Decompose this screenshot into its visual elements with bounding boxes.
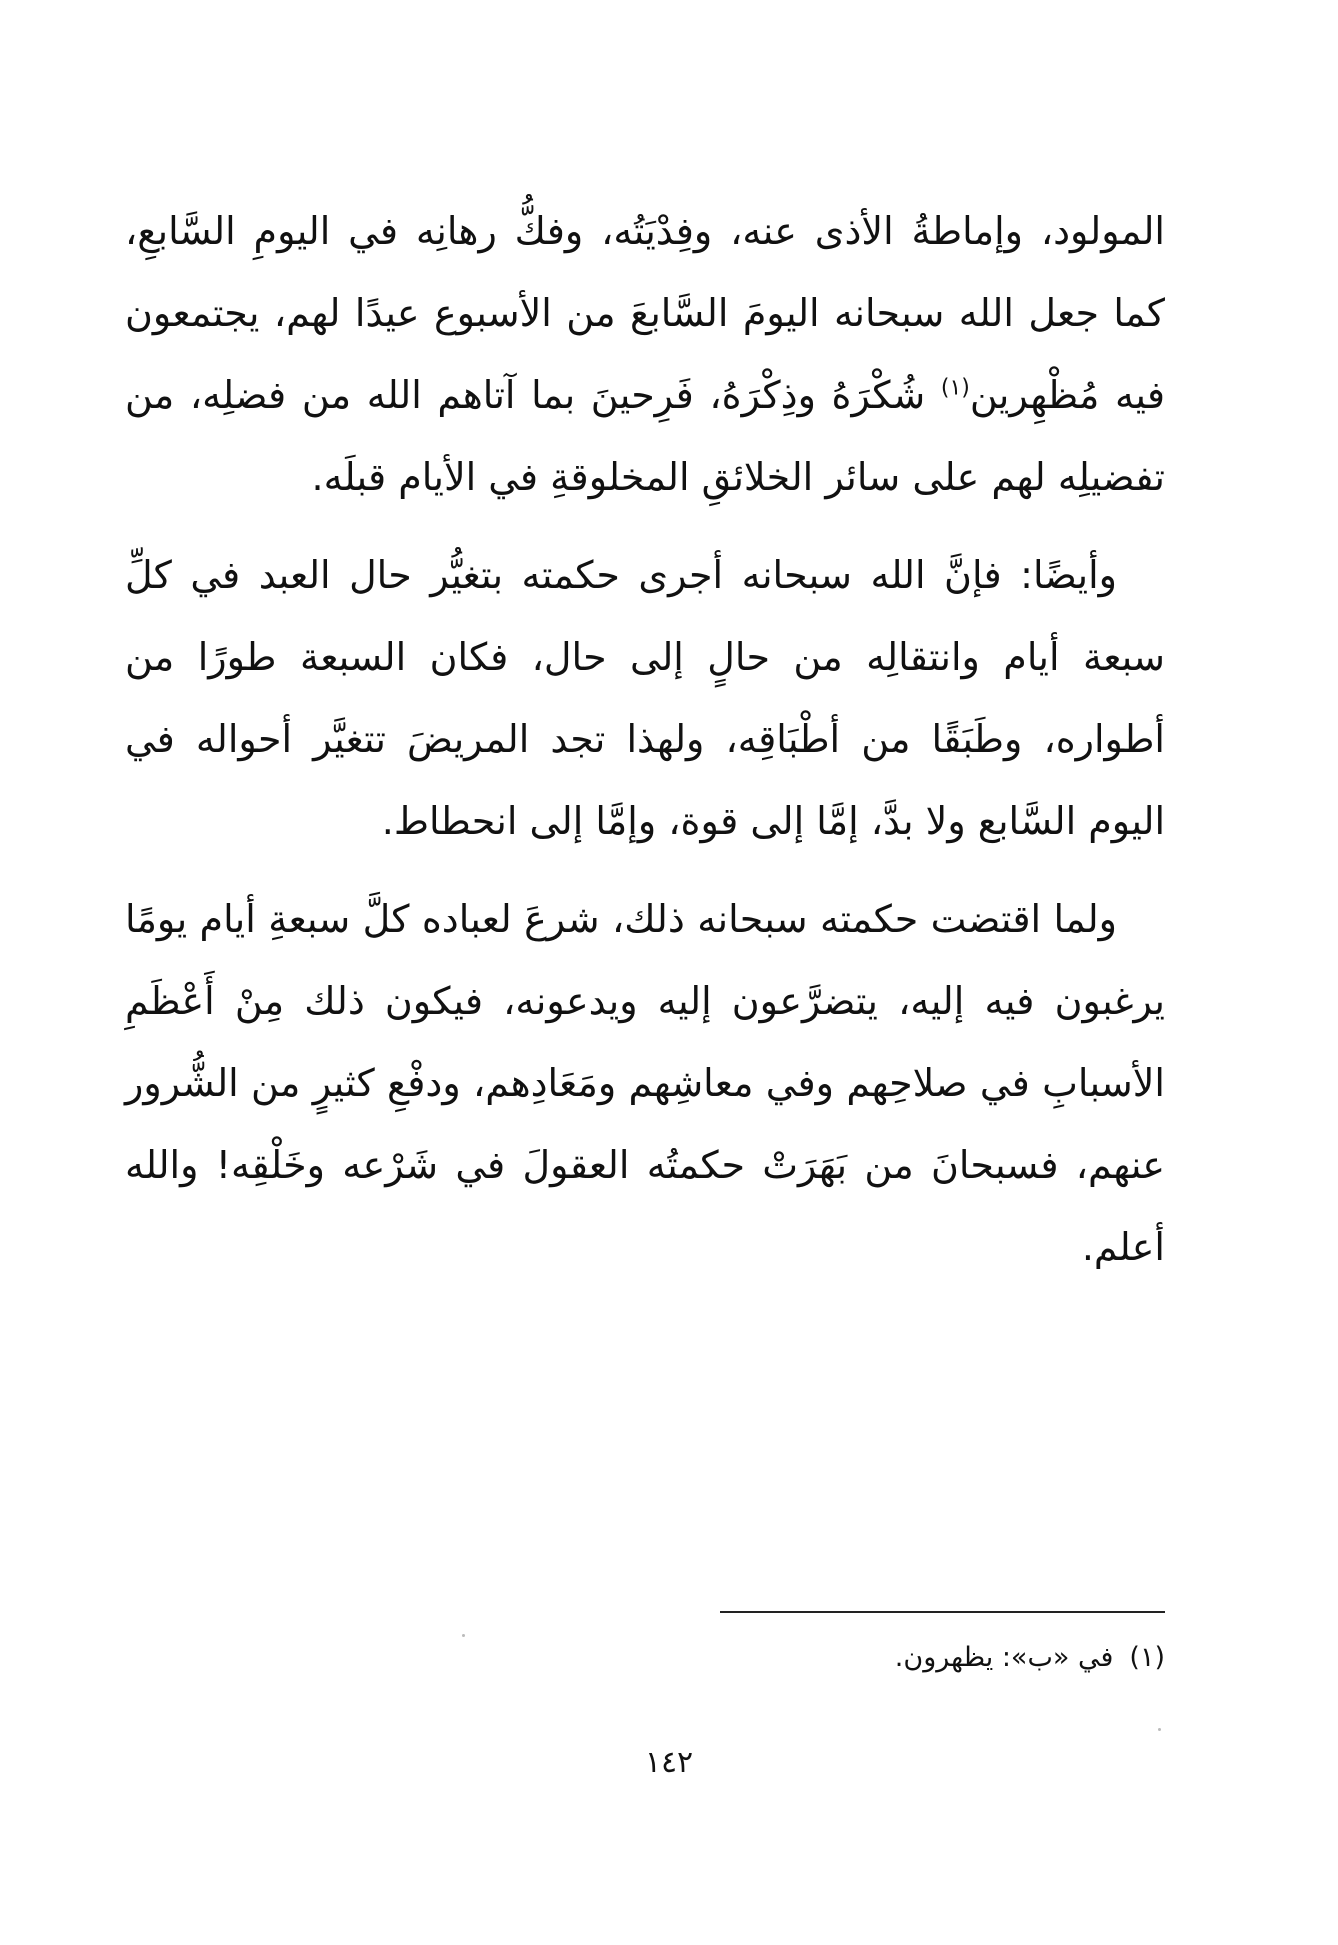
footnote-number: (١) [1129,1642,1165,1673]
footnote-reference: (١) [940,375,970,401]
paragraph-3: ولما اقتضت حكمته سبحانه ذلك، شرعَ لعباده كلَّ سبعةِ أيام يومًا يرغبون فيه إليه، يتضرَّعون إليه ويدعونه، فيكون ذلك مِنْ أَعْظَمِ الأسبابِ في صلاحِهم وفي معاشِهم ومَعَادِهم، ودفْعِ كثيرٍ من الشُّرور عنهم، فسبحانَ من بَهَرَتْ حكمتُه العقولَ في شَرْعه وخَلْقِه! والله أعلم. [125,897,1165,1269]
paragraph-1-part-2: شُكْرَهُ وذِكْرَهُ، فَرِحينَ بما آتاهم الله من فضلِه، من تفضيلِه لهم على سائر الخلائقِ المخلوقةِ في الأيام قبلَه. [125,373,1165,499]
footnote-separator [720,1611,1165,1613]
footnote [125,1636,1165,1680]
page-number: ١٤٢ [644,1745,694,1780]
scan-speck [1158,1728,1161,1731]
paragraph-1-part-1: المولود، وإماطةُ الأذى عنه، وفِدْيَتُه، وفكُّ رهانِه في اليومِ السَّابعِ، كما جعل الله سبحانه اليومَ السَّابعَ من الأسبوع عيدًا لهم، يجتمعون فيه مُظْهِرين [125,209,1165,417]
paragraph-2: وأيضًا: فإنَّ الله سبحانه أجرى حكمته بتغيُّر حال العبد في كلِّ سبعة أيام وانتقالِه من حالٍ إلى حال، فكان السبعة طورًا من أطواره، وطَبَقًا من أطْبَاقِه، ولهذا تجد المريضَ تتغيَّر أحواله في اليوم السَّابع ولا بدَّ، إمَّا إلى قوة، وإمَّا إلى انحطاط. [125,553,1165,843]
main-text [125,190,1165,1304]
footnote-text: في «ب»: يظهرون. [894,1642,1114,1673]
scan-speck [462,1634,465,1637]
paragraph-1 [125,190,1165,518]
